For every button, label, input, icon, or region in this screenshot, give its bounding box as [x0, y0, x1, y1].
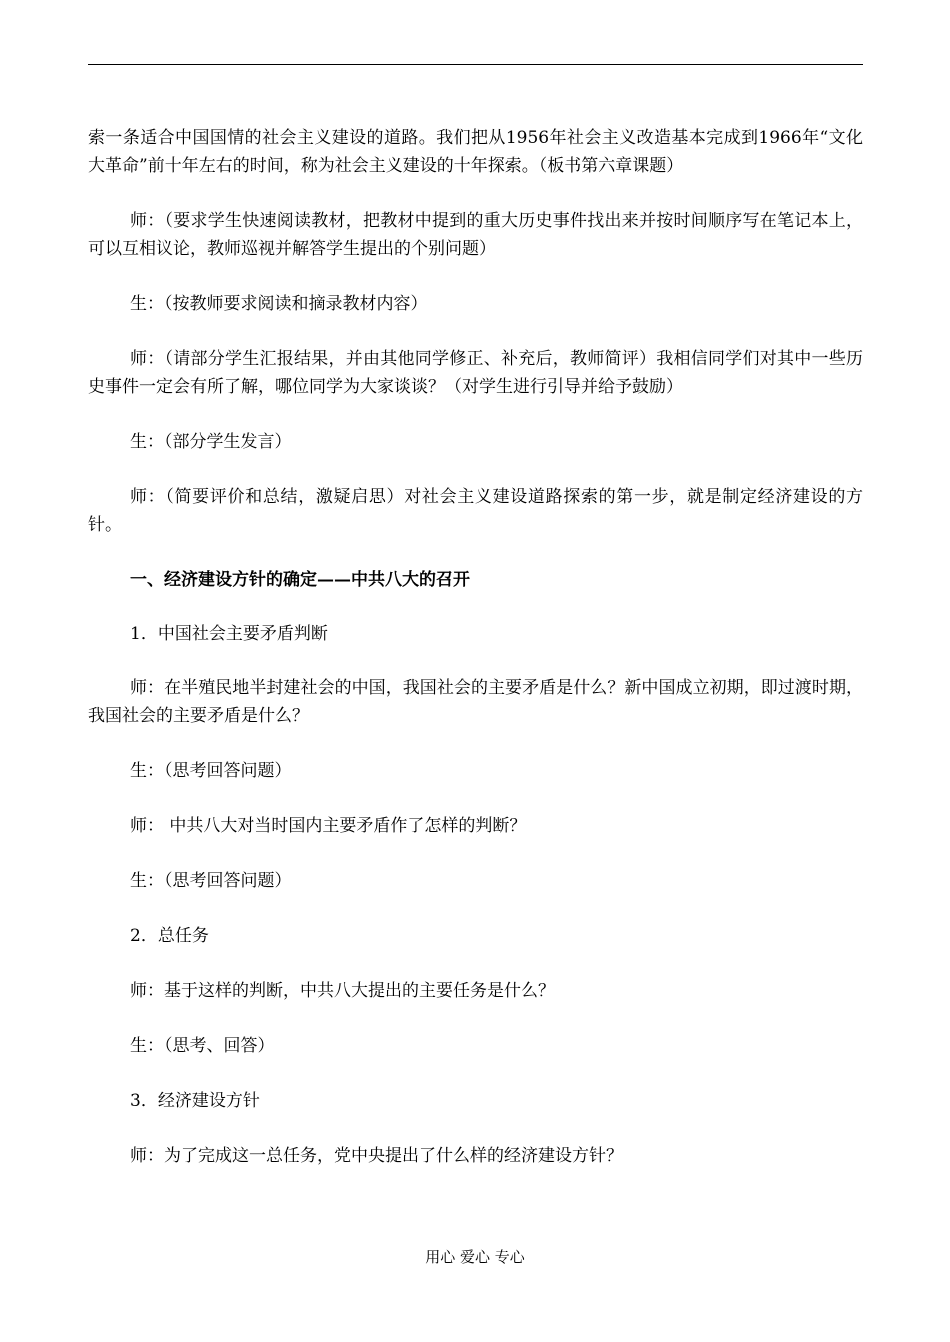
paragraph-teacher-question-4: 师：为了完成这一总任务，党中央提出了什么样的经济建设方针？: [130, 1146, 623, 1166]
page-footer: 用心 爱心 专心: [425, 1248, 525, 1266]
subheading-economic-policy: 3．经济建设方针: [130, 1091, 260, 1111]
paragraph-intro: 索一条适合中国国情的社会主义建设的道路。我们把从1956年社会主义改造基本完成到1966年“文化大革命”前十年左右的时间，称为社会主义建设的十年探索。（板书第六章课题）: [88, 128, 863, 176]
paragraph-teacher-summary: 师：（简要评价和总结，激疑启思）对社会主义建设道路探索的第一步，就是制定经济建设的方针。: [88, 487, 863, 535]
subheading-contradiction: 1．中国社会主要矛盾判断: [130, 624, 328, 644]
paragraph-student-answer-1: 生：（思考回答问题）: [130, 761, 292, 781]
paragraph-teacher-question-2: 师： 中共八大对当时国内主要矛盾作了怎样的判断？: [130, 816, 527, 836]
section-heading: 一、经济建设方针的确定——中共八大的召开: [130, 570, 470, 590]
paragraph-teacher-question-3: 师：基于这样的判断，中共八大提出的主要任务是什么？: [130, 981, 555, 1001]
paragraph-student-answer-3: 生：（思考、回答）: [130, 1036, 275, 1056]
document-body: [88, 124, 863, 1170]
paragraph-student-reading: 生：（按教师要求阅读和摘录教材内容）: [130, 294, 428, 314]
subheading-general-task: 2．总任务: [130, 926, 209, 946]
paragraph-student-speak: 生：（部分学生发言）: [130, 432, 292, 452]
header-rule: [88, 64, 863, 65]
paragraph-student-answer-2: 生：（思考回答问题）: [130, 871, 292, 891]
paragraph-teacher-report: 师：（请部分学生汇报结果，并由其他同学修正、补充后，教师简评）我相信同学们对其中一些历史事件一定会有所了解，哪位同学为大家谈谈？（对学生进行引导并给予鼓励）: [88, 349, 863, 397]
paragraph-teacher-question-1: 师：在半殖民地半封建社会的中国，我国社会的主要矛盾是什么？新中国成立初期，即过渡时期，我国社会的主要矛盾是什么？: [88, 678, 863, 726]
paragraph-teacher-reading-task: 师：（要求学生快速阅读教材，把教材中提到的重大历史事件找出来并按时间顺序写在笔记本上，可以互相议论，教师巡视并解答学生提出的个别问题）: [88, 211, 863, 259]
